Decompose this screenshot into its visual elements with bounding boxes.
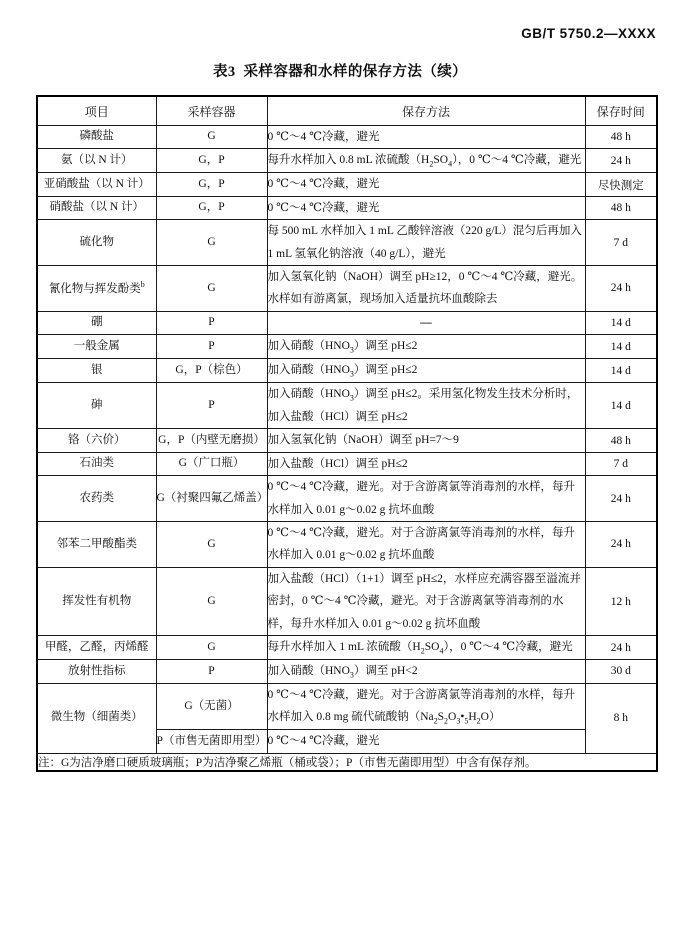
cell-time: 12 h xyxy=(585,567,657,635)
cell-time: 8 h xyxy=(585,683,657,753)
cell-container: G xyxy=(156,522,267,568)
table-row xyxy=(37,126,657,149)
cell-item: 硼 xyxy=(37,311,156,334)
table-title-label: 表3 xyxy=(212,64,236,80)
cell-method: 0 ℃～4 ℃冷藏，避光。对于含游离氯等消毒剂的水样，每升水样加入 0.8 mg 硫代硫酸钠$(Na_2S_2O_3•_5H_2O)$ xyxy=(267,683,585,729)
cell-method: 0 ℃～4 ℃冷藏，避光 xyxy=(267,730,585,753)
cell-time: 24 h xyxy=(585,476,657,522)
cell-item: 挥发性有机物 xyxy=(37,567,156,635)
cell-method: 0 ℃～4 ℃冷藏，避光 xyxy=(267,173,585,196)
cell-method: — xyxy=(267,311,585,334)
column-header-item: 项目 xyxy=(37,96,156,126)
cell-container: G（衬聚四氟乙烯盖） xyxy=(156,476,267,522)
cell-method: 每升水样加入 1 mL 浓硫酸$(H_2SO_4)$，0 ℃～4 ℃冷藏，避光 xyxy=(267,636,585,660)
cell-method: 每 500 mL 水样加入 1 mL 乙酸锌溶液（220 g/L）混匀后再加入 1 mL 氢氧化钠溶液（40 g/L），避光 xyxy=(267,220,585,266)
cell-container: G xyxy=(156,567,267,635)
cell-time: 24 h xyxy=(585,149,657,173)
table-row xyxy=(37,196,657,219)
cell-item: 氨（以 N 计） xyxy=(37,149,156,173)
cell-container: G xyxy=(156,220,267,266)
table-row xyxy=(37,683,657,729)
cell-container: P xyxy=(156,660,267,684)
table-row xyxy=(37,476,657,522)
column-header-container: 采样容器 xyxy=(156,96,267,126)
cell-item: 铬（六价） xyxy=(37,429,156,452)
cell-item: 微生物（细菌类） xyxy=(37,683,156,753)
table-row xyxy=(37,636,657,660)
cell-item: 银 xyxy=(37,359,156,383)
cell-time: 7 d xyxy=(585,220,657,266)
cell-container: G xyxy=(156,266,267,312)
cell-time: 48 h xyxy=(585,196,657,219)
cell-time: 30 d xyxy=(585,660,657,684)
footnote-marker: b xyxy=(140,279,145,289)
cell-method: 加入盐酸（HCl）调至 pH≤2 xyxy=(267,452,585,475)
cell-item: 放射性指标 xyxy=(37,660,156,684)
table-row xyxy=(37,266,657,312)
cell-container: P xyxy=(156,335,267,359)
table-header-row xyxy=(37,96,657,126)
cell-item: 甲醛，乙醛，丙烯醛 xyxy=(37,636,156,660)
table-body xyxy=(37,126,657,771)
cell-container: P xyxy=(156,383,267,429)
cell-method: 加入氢氧化钠（NaOH）调至 pH=7～9 xyxy=(267,429,585,452)
cell-container: G（无菌） xyxy=(156,683,267,729)
table-title-text: 采样容器和水样的保存方法（续） xyxy=(243,64,468,80)
table-note: 注：G为洁净磨口硬质玻璃瓶；P为洁净聚乙烯瓶（桶或袋）；P（市售无菌即用型）中含有保存剂。 xyxy=(37,753,657,771)
cell-method: 0 ℃～4 ℃冷藏，避光。对于含游离氯等消毒剂的水样，每升水样加入 0.01 g～0.02 g 抗坏血酸 xyxy=(267,522,585,568)
cell-container: G（广口瓶） xyxy=(156,452,267,475)
cell-item: 硝酸盐（以 N 计） xyxy=(37,196,156,219)
cell-time: 24 h xyxy=(585,636,657,660)
cell-method: 0 ℃～4 ℃冷藏，避光。对于含游离氯等消毒剂的水样，每升水样加入 0.01 g～0.02 g 抗坏血酸 xyxy=(267,476,585,522)
cell-time: 14 d xyxy=(585,383,657,429)
cell-time: 48 h xyxy=(585,126,657,149)
cell-item: 一般金属 xyxy=(37,335,156,359)
cell-time: 14 d xyxy=(585,359,657,383)
table-row xyxy=(37,429,657,452)
table-row xyxy=(37,567,657,635)
table-row xyxy=(37,452,657,475)
cell-item: 邻苯二甲酸酯类 xyxy=(37,522,156,568)
cell-item: 亚硝酸盐（以 N 计） xyxy=(37,173,156,196)
preservation-methods-table xyxy=(36,95,658,772)
cell-container: G xyxy=(156,126,267,149)
table-row xyxy=(37,383,657,429)
cell-method: 加入硝酸$(HNO_3)$调至 pH≤2。采用氢化物发生技术分析时，加入盐酸（HCl）调至 pH≤2 xyxy=(267,383,585,429)
cell-container: G，P（棕色） xyxy=(156,359,267,383)
cell-method: 0 ℃～4 ℃冷藏，避光 xyxy=(267,126,585,149)
cell-container: G，P（内壁无磨损） xyxy=(156,429,267,452)
cell-container: G，P xyxy=(156,173,267,196)
cell-method: 每升水样加入 0.8 mL 浓硫酸$(H_2SO_4)$，0 ℃～4 ℃冷藏，避光 xyxy=(267,149,585,173)
table-row xyxy=(37,335,657,359)
cell-time: 14 d xyxy=(585,335,657,359)
cell-method: 加入硝酸$(HNO_3)$调至 pH<2 xyxy=(267,660,585,684)
cell-container: G，P xyxy=(156,196,267,219)
cell-method: 0 ℃～4 ℃冷藏，避光 xyxy=(267,196,585,219)
cell-container: G，P xyxy=(156,149,267,173)
table-row xyxy=(37,359,657,383)
cell-time: 14 d xyxy=(585,311,657,334)
column-header-time: 保存时间 xyxy=(585,96,657,126)
table-row xyxy=(37,220,657,266)
table-title xyxy=(0,60,680,81)
cell-time: 24 h xyxy=(585,266,657,312)
table-row xyxy=(37,149,657,173)
cell-time: 48 h xyxy=(585,429,657,452)
cell-time: 24 h xyxy=(585,522,657,568)
cell-method: 加入盐酸（HCl）（1+1）调至 pH≤2，水样应充满容器至溢流并密封，0 ℃～4 ℃冷藏，避光。对于含游离氯等消毒剂的水样，每升水样加入 0.01 g～0.02 g 抗坏血酸 xyxy=(267,567,585,635)
table-row xyxy=(37,660,657,684)
cell-method: 加入氢氧化钠（NaOH）调至 pH≥12，0 ℃～4 ℃冷藏，避光。水样如有游离氯，现场加入适量抗坏血酸除去 xyxy=(267,266,585,312)
cell-item: 氰化物与挥发酚类$^b$ xyxy=(37,266,156,312)
column-header-method: 保存方法 xyxy=(267,96,585,126)
table-row xyxy=(37,173,657,196)
cell-item: 硫化物 xyxy=(37,220,156,266)
cell-container: G xyxy=(156,636,267,660)
table-row xyxy=(37,311,657,334)
cell-time: 7 d xyxy=(585,452,657,475)
cell-item: 农药类 xyxy=(37,476,156,522)
table-note-row xyxy=(37,753,657,771)
cell-item: 磷酸盐 xyxy=(37,126,156,149)
table-row xyxy=(37,522,657,568)
cell-method: 加入硝酸$(HNO_3)$调至 pH≤2 xyxy=(267,335,585,359)
cell-item: 石油类 xyxy=(37,452,156,475)
cell-container: P（市售无菌即用型） xyxy=(156,730,267,753)
cell-item: 砷 xyxy=(37,383,156,429)
cell-method: 加入硝酸$(HNO_3)$调至 pH≤2 xyxy=(267,359,585,383)
cell-time: 尽快测定 xyxy=(585,173,657,196)
table-header xyxy=(37,96,657,126)
cell-container: P xyxy=(156,311,267,334)
standard-code: GB/T 5750.2—XXXX xyxy=(521,26,656,41)
